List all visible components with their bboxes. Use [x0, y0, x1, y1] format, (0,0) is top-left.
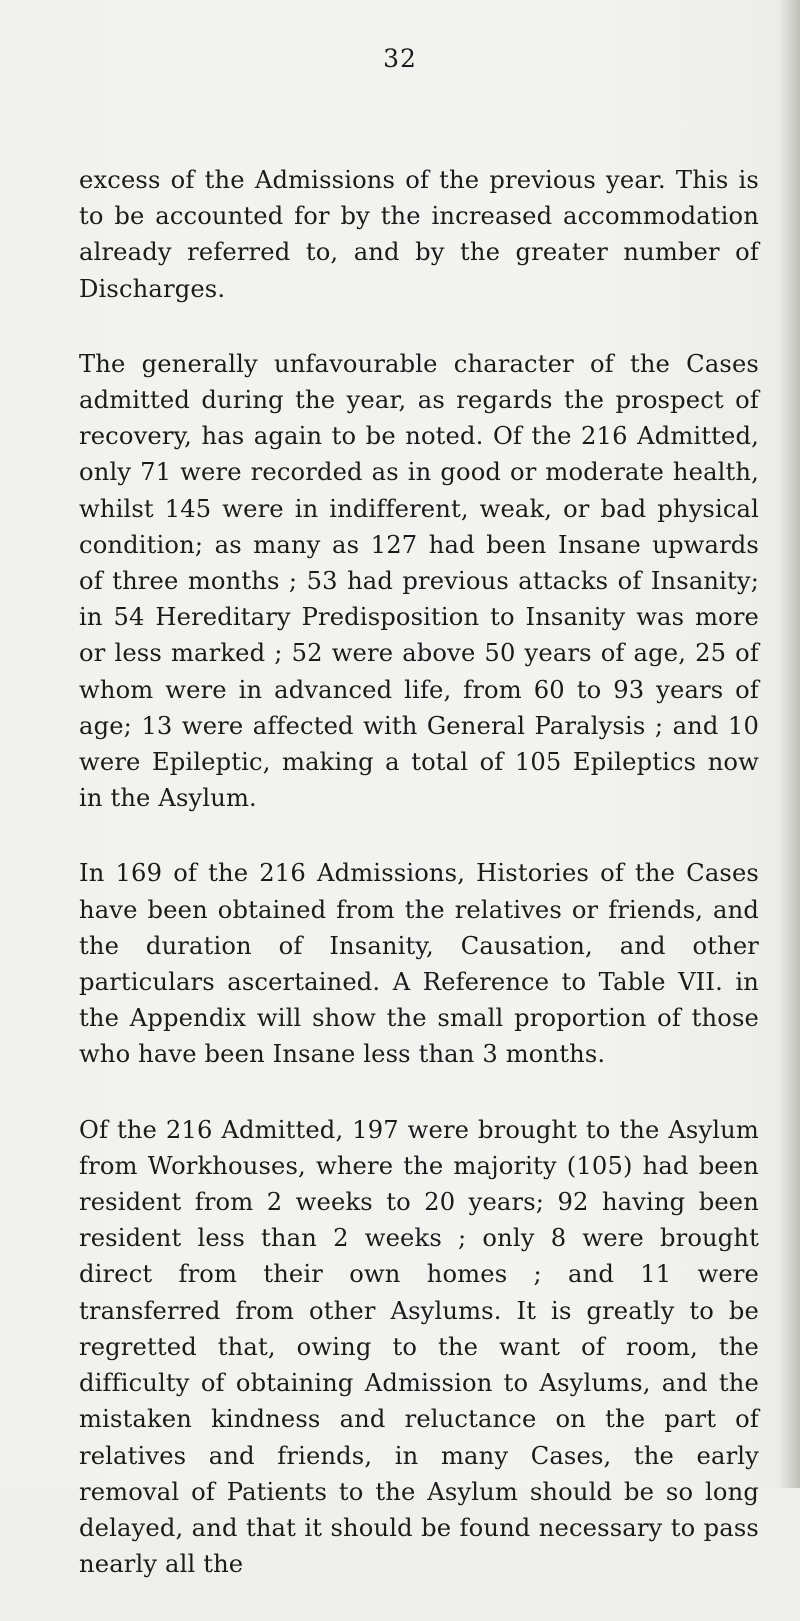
paragraph-2: The generally unfavourable character of the Cases admitted during the year, as regards the prospect of recovery, has again to be noted. Of the 216 Admitted, only 71 were recorded as in good or moderate health, whilst 145 were in indifferent, weak, or bad physical condition; as many as 127 had been Insane upwards of three months ; 53 had previous attacks of Insanity; in 54 Hereditary Predisposition to Insanity was more or less marked ; 52 were above 50 years of age, 25 of whom were in advanced life, from 60 to 93 years of age; 13 were affected with General Paralysis ; and 10 were Epileptic, making a total of 105 Epileptics now in the Asylum.: [79, 349, 759, 813]
page-edge-shadow: [778, 0, 800, 1488]
page-number: 32: [383, 44, 417, 73]
paragraph-1: excess of the Admissions of the previous year. This is to be accounted for by the increased accommodation already referred to, and by the greater number of Discharges.: [79, 166, 759, 303]
body-text: [79, 162, 759, 1621]
paragraph-4: Of the 216 Admitted, 197 were brought to the Asylum from Workhouses, where the majority (105) had been resident from 2 weeks to 20 years; 92 having been resident less than 2 weeks ; only 8 were brought direct from their own homes ; and 11 were transferred from other Asylums. It is greatly to be regretted that, owing to the want of room, the difficulty of obtaining Admission to Asylums, and the mistaken kindness and reluctance on the part of relatives and friends, in many Cases, the early removal of Patients to the Asylum should be so long delayed, and that it should be found necessary to pass nearly all the: [79, 1115, 759, 1579]
paragraph-3: In 169 of the 216 Admissions, Histories of the Cases have been obtained from the relatives or friends, and the duration of Insanity, Causation, and other particulars ascertained. A Reference to Table VII. in the Appendix will show the small proportion of those who have been Insane less than 3 months.: [79, 859, 759, 1069]
